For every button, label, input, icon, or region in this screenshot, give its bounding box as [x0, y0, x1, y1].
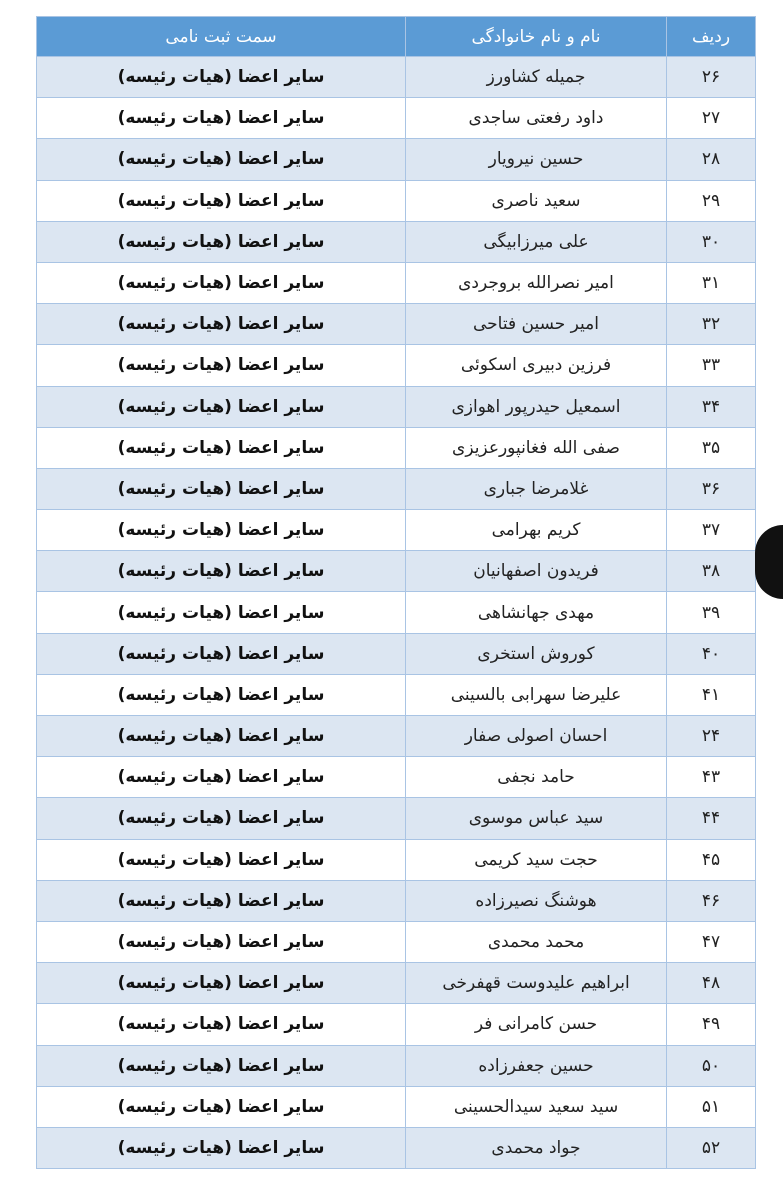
member-role: سایر اعضا (هیات رئیسه) [37, 1086, 406, 1127]
member-name: سعید ناصری [406, 180, 667, 221]
member-name: داود رفعتی ساجدی [406, 98, 667, 139]
table-row [37, 139, 756, 180]
member-name: غلامرضا جباری [406, 468, 667, 509]
row-number: ۳۹ [667, 592, 756, 633]
member-role: سایر اعضا (هیات رئیسه) [37, 839, 406, 880]
table-row [37, 510, 756, 551]
table-row [37, 880, 756, 921]
row-number: ۳۱ [667, 262, 756, 303]
member-role: سایر اعضا (هیات رئیسه) [37, 345, 406, 386]
row-number: ۴۱ [667, 674, 756, 715]
row-number: ۳۶ [667, 468, 756, 509]
table-row [37, 716, 756, 757]
row-number: ۴۶ [667, 880, 756, 921]
table-row [37, 221, 756, 262]
member-name: امیر نصرالله بروجردی [406, 262, 667, 303]
table-row [37, 98, 756, 139]
member-role: سایر اعضا (هیات رئیسه) [37, 674, 406, 715]
table-row [37, 798, 756, 839]
row-number: ۲۹ [667, 180, 756, 221]
row-number: ۳۵ [667, 427, 756, 468]
member-name: سید عباس موسوی [406, 798, 667, 839]
member-name: ابراهیم علیدوست قهفرخی [406, 963, 667, 1004]
row-number: ۴۸ [667, 963, 756, 1004]
member-role: سایر اعضا (هیات رئیسه) [37, 304, 406, 345]
table-row [37, 963, 756, 1004]
member-name: کوروش استخری [406, 633, 667, 674]
row-number: ۵۰ [667, 1045, 756, 1086]
row-number: ۳۰ [667, 221, 756, 262]
row-number: ۲۷ [667, 98, 756, 139]
row-number: ۳۸ [667, 551, 756, 592]
row-number: ۴۳ [667, 757, 756, 798]
floating-scroll-handle[interactable] [755, 525, 783, 599]
member-role: سایر اعضا (هیات رئیسه) [37, 1127, 406, 1168]
row-number: ۴۴ [667, 798, 756, 839]
member-name: حسین نیرویار [406, 139, 667, 180]
row-number: ۳۷ [667, 510, 756, 551]
member-role: سایر اعضا (هیات رئیسه) [37, 1045, 406, 1086]
member-name: اسمعیل حیدرپور اهوازی [406, 386, 667, 427]
row-number: ۵۲ [667, 1127, 756, 1168]
member-role: سایر اعضا (هیات رئیسه) [37, 921, 406, 962]
member-name: مهدی جهانشاهی [406, 592, 667, 633]
table-row [37, 839, 756, 880]
member-name: صفی الله فغانپورعزیزی [406, 427, 667, 468]
table-row [37, 1127, 756, 1168]
row-number: ۲۴ [667, 716, 756, 757]
row-number: ۴۰ [667, 633, 756, 674]
member-role: سایر اعضا (هیات رئیسه) [37, 963, 406, 1004]
member-role: سایر اعضا (هیات رئیسه) [37, 139, 406, 180]
table-row [37, 633, 756, 674]
member-role: سایر اعضا (هیات رئیسه) [37, 592, 406, 633]
member-role: سایر اعضا (هیات رئیسه) [37, 880, 406, 921]
table-row [37, 180, 756, 221]
members-table [36, 16, 756, 1169]
table-row [37, 345, 756, 386]
table-row [37, 57, 756, 98]
table-row [37, 427, 756, 468]
member-role: سایر اعضا (هیات رئیسه) [37, 386, 406, 427]
member-name: علی میرزابیگی [406, 221, 667, 262]
row-number: ۲۶ [667, 57, 756, 98]
member-role: سایر اعضا (هیات رئیسه) [37, 98, 406, 139]
table-row [37, 468, 756, 509]
table-row [37, 1004, 756, 1045]
member-role: سایر اعضا (هیات رئیسه) [37, 551, 406, 592]
member-name: محمد محمدی [406, 921, 667, 962]
row-number: ۲۸ [667, 139, 756, 180]
member-name: فریدون اصفهانیان [406, 551, 667, 592]
row-number: ۴۷ [667, 921, 756, 962]
member-role: سایر اعضا (هیات رئیسه) [37, 427, 406, 468]
member-name: حسن کامرانی فر [406, 1004, 667, 1045]
member-role: سایر اعضا (هیات رئیسه) [37, 798, 406, 839]
member-name: سید سعید سیدالحسینی [406, 1086, 667, 1127]
member-name: حجت سید کریمی [406, 839, 667, 880]
member-name: کریم بهرامی [406, 510, 667, 551]
member-role: سایر اعضا (هیات رئیسه) [37, 1004, 406, 1045]
member-role: سایر اعضا (هیات رئیسه) [37, 468, 406, 509]
member-name: جواد محمدی [406, 1127, 667, 1168]
row-number: ۴۹ [667, 1004, 756, 1045]
header-name: نام و نام خانوادگی [406, 17, 667, 57]
member-role: سایر اعضا (هیات رئیسه) [37, 716, 406, 757]
member-name: علیرضا سهرابی بالسینی [406, 674, 667, 715]
table-row [37, 386, 756, 427]
member-name: هوشنگ نصیرزاده [406, 880, 667, 921]
table-row [37, 757, 756, 798]
member-role: سایر اعضا (هیات رئیسه) [37, 221, 406, 262]
member-role: سایر اعضا (هیات رئیسه) [37, 57, 406, 98]
row-number: ۴۵ [667, 839, 756, 880]
header-row [37, 17, 756, 57]
member-role: سایر اعضا (هیات رئیسه) [37, 262, 406, 303]
member-name: حامد نجفی [406, 757, 667, 798]
member-name: جمیله کشاورز [406, 57, 667, 98]
row-number: ۳۳ [667, 345, 756, 386]
member-role: سایر اعضا (هیات رئیسه) [37, 180, 406, 221]
row-number: ۳۴ [667, 386, 756, 427]
table-row [37, 921, 756, 962]
row-number: ۵۱ [667, 1086, 756, 1127]
member-name: احسان اصولی صفار [406, 716, 667, 757]
table-row [37, 592, 756, 633]
table-row [37, 1045, 756, 1086]
member-name: امیر حسین فتاحی [406, 304, 667, 345]
member-name: حسین جعفرزاده [406, 1045, 667, 1086]
member-role: سایر اعضا (هیات رئیسه) [37, 633, 406, 674]
table-row [37, 1086, 756, 1127]
header-row-number: ردیف [667, 17, 756, 57]
table-row [37, 674, 756, 715]
table-row [37, 262, 756, 303]
table-row [37, 551, 756, 592]
member-name: فرزین دبیری اسکوئی [406, 345, 667, 386]
header-role: سمت ثبت نامی [37, 17, 406, 57]
row-number: ۳۲ [667, 304, 756, 345]
table-row [37, 304, 756, 345]
member-role: سایر اعضا (هیات رئیسه) [37, 510, 406, 551]
member-role: سایر اعضا (هیات رئیسه) [37, 757, 406, 798]
